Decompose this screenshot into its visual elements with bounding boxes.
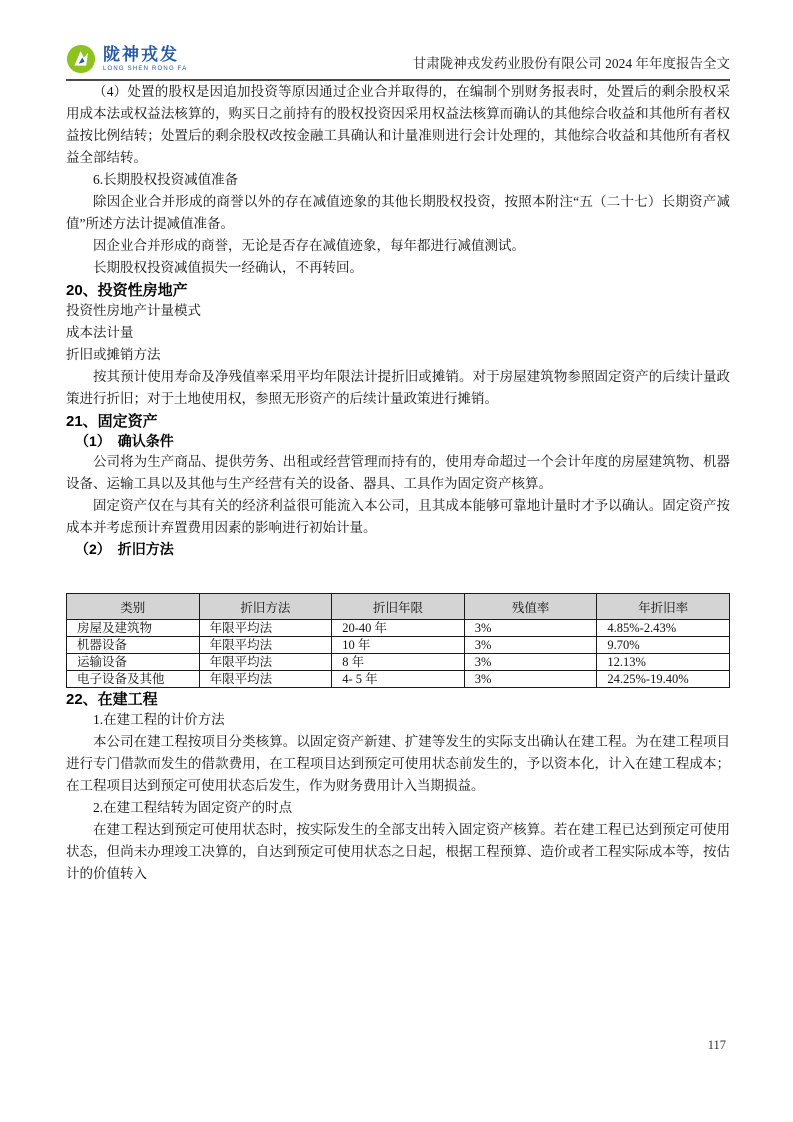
table-cell: 年限平均法 xyxy=(199,671,332,688)
company-brand-text xyxy=(103,46,187,72)
paragraph-disposal: （4）处置的股权是因追加投资等原因通过企业合并取得的，在编制个别财务报表时，处置后的剩余股权采用成本法或权益法核算的，购买日之前持有的股权投资因采用权益法核算而确认的其他综合收益和其他所有者权益按比例结转；处置后的剩余股权改按金融工具确认和计量准则进行会计处理的，其他综合收益和其他所有者权益全部结转。 xyxy=(66,84,730,165)
table-row xyxy=(67,671,730,688)
table-header-residual: 残值率 xyxy=(464,594,597,620)
table-header-category: 类别 xyxy=(67,594,200,620)
table-cell: 3% xyxy=(464,620,597,637)
section-22-item1-title: 1.在建工程的计价方法 xyxy=(93,712,225,727)
page-header xyxy=(66,0,730,81)
table-header-annual-rate: 年折旧率 xyxy=(597,594,730,620)
table-header-row xyxy=(67,594,730,620)
table-cell: 年限平均法 xyxy=(199,654,332,671)
section-20-line-model: 投资性房地产计量模式 xyxy=(66,303,201,318)
section-20-line-cost: 成本法计量 xyxy=(66,325,134,340)
brand-name-en: LONG SHEN RONG FA xyxy=(103,66,188,72)
section-21-heading: 21、固定资产 xyxy=(66,413,158,430)
table-row xyxy=(67,620,730,637)
section-22-heading: 22、在建工程 xyxy=(66,691,158,708)
table-cell: 年限平均法 xyxy=(199,620,332,637)
section-20-heading: 20、投资性房地产 xyxy=(66,282,188,299)
section-21-paragraph-1: 公司将为生产商品、提供劳务、出租或经营管理而持有的，使用寿命超过一个会计年度的房屋建筑物、机器设备、运输工具以及其他与生产经营有关的设备、器具、工具作为固定资产核算。 xyxy=(66,454,730,491)
table-cell: 4- 5 年 xyxy=(332,671,465,688)
table-cell: 12.13% xyxy=(597,654,730,671)
table-cell: 10 年 xyxy=(332,637,465,654)
company-logo-icon xyxy=(66,44,96,74)
table-cell: 年限平均法 xyxy=(199,637,332,654)
table-cell: 4.85%-2.43% xyxy=(597,620,730,637)
table-row xyxy=(67,654,730,671)
section-20-paragraph: 按其预计使用寿命及净残值率采用平均年限法计提折旧或摊销。对于房屋建筑物参照固定资产的后续计量政策进行折旧；对于土地使用权，参照无形资产的后续计量政策进行摊销。 xyxy=(66,369,730,406)
table-cell: 8 年 xyxy=(332,654,465,671)
table-row xyxy=(67,637,730,654)
document-body xyxy=(66,81,730,885)
table-cell: 3% xyxy=(464,671,597,688)
report-title: 甘肃陇神戎发药业股份有限公司 2024 年年度报告全文 xyxy=(412,56,730,71)
section-20-line-method: 折旧或摊销方法 xyxy=(66,347,161,362)
page-number: 117 xyxy=(707,1038,726,1052)
section-22-item2-title: 2.在建工程结转为固定资产的时点 xyxy=(93,800,293,815)
table-cell: 24.25%-19.40% xyxy=(597,671,730,688)
table-cell: 机器设备 xyxy=(67,637,200,654)
table-cell: 电子设备及其他 xyxy=(67,671,200,688)
brand-name-cn: 陇神戎发 xyxy=(103,45,179,64)
depreciation-table xyxy=(66,593,730,688)
paragraph-impairment-1: 除因企业合并形成的商誉以外的存在减值迹象的其他长期股权投资，按照本附注“五（二十七）长期资产减值”所述方法计提减值准备。 xyxy=(66,194,730,231)
paragraph-impairment-3: 长期股权投资减值损失一经确认，不再转回。 xyxy=(93,260,363,275)
paragraph-impairment-2: 因企业合并形成的商誉，无论是否存在减值迹象，每年都进行减值测试。 xyxy=(93,238,525,253)
table-cell: 9.70% xyxy=(597,637,730,654)
section-21-sub2-heading: （2） 折旧方法 xyxy=(75,541,174,557)
company-logo xyxy=(66,44,187,74)
table-cell: 运输设备 xyxy=(67,654,200,671)
table-cell: 3% xyxy=(464,637,597,654)
section-22-item1-paragraph: 本公司在建工程按项目分类核算。以固定资产新建、扩建等发生的实际支出确认在建工程。为在建工程项目进行专门借款而发生的借款费用，在工程项目达到预定可使用状态前发生的，予以资本化，计入在建工程成本；在工程项目达到预定可使用状态后发生，作为财务费用计入当期损益。 xyxy=(66,734,730,793)
table-cell: 3% xyxy=(464,654,597,671)
section-22-item2-paragraph: 在建工程达到预定可使用状态时，按实际发生的全部支出转入固定资产核算。若在建工程已达到预定可使用状态，但尚未办理竣工决算的，自达到预定可使用状态之日起，根据工程预算、造价或者工程实际成本等，按估计的价值转入 xyxy=(66,822,730,881)
table-header-method: 折旧方法 xyxy=(199,594,332,620)
table-header-years: 折旧年限 xyxy=(332,594,465,620)
section-21-paragraph-2: 固定资产仅在与其有关的经济利益很可能流入本公司，且其成本能够可靠地计量时才予以确认。固定资产按成本并考虑预计弃置费用因素的影响进行初始计量。 xyxy=(66,498,730,535)
table-cell: 20-40 年 xyxy=(332,620,465,637)
table-cell: 房屋及建筑物 xyxy=(67,620,200,637)
item6-title: 6.长期股权投资减值准备 xyxy=(93,172,239,187)
section-21-sub1-heading: （1） 确认条件 xyxy=(75,433,174,449)
